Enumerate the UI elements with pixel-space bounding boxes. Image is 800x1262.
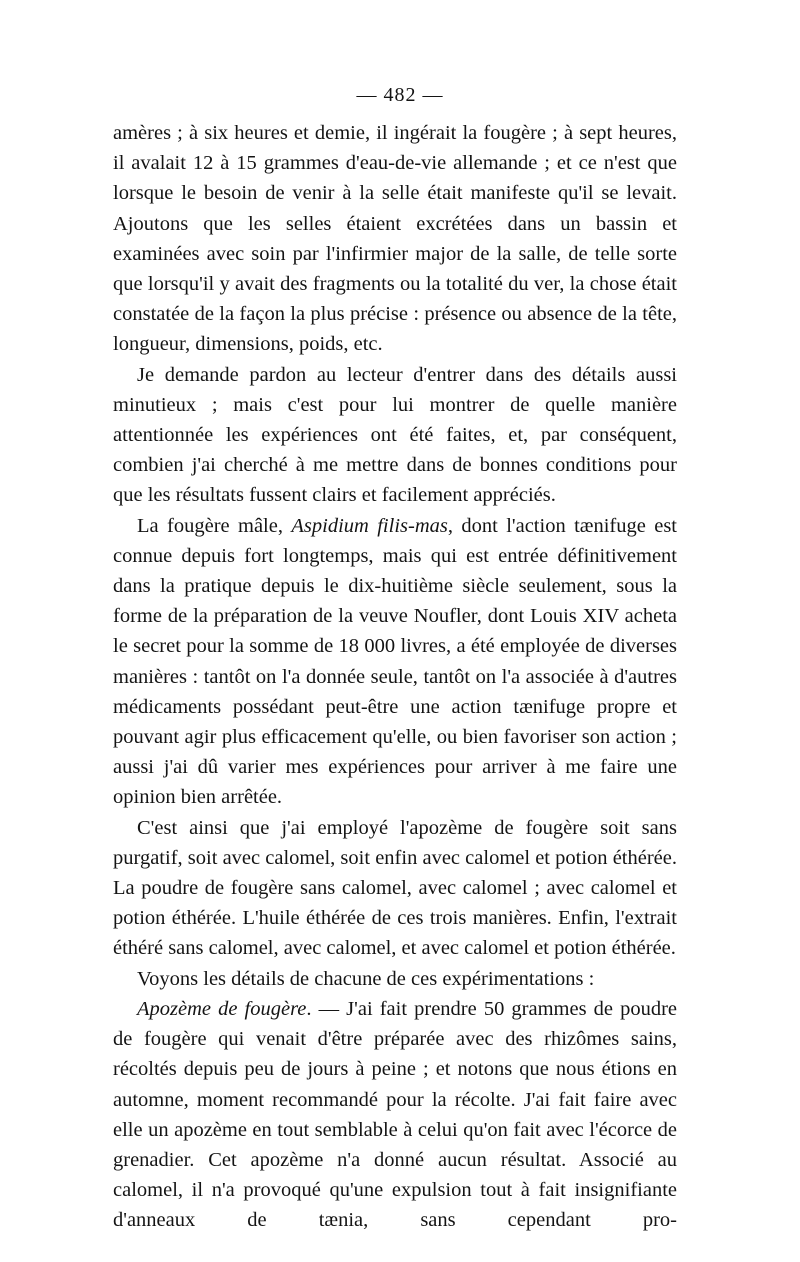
text-run: Je demande pardon au lecteur d'entrer dans des détails aussi minutieux ; mais c'est pour lui montrer de quelle manière attentionnée les expériences ont été faites, et, par conséquent, combien j'ai cherché à me mettre dans de bonnes conditions pour que les résultats fussent clairs et facilement appréciés. xyxy=(113,363,677,507)
text-run: Voyons les détails de chacune de ces expérimentations : xyxy=(137,967,595,990)
page-number: — 482 — xyxy=(356,84,444,106)
body-text xyxy=(113,118,677,1236)
paragraph xyxy=(113,994,677,1236)
paragraph xyxy=(113,813,677,964)
italic-text: Aspidium filis-mas xyxy=(291,514,448,537)
text-run: , dont l'action tænifuge est connue depuis fort longtemps, mais qui est entrée définitivement dans la pratique depuis le dix-huitième siècle seulement, sous la forme de la préparation de la veuve Noufler, dont Louis XIV acheta le secret pour la somme de 18 000 livres, a été employée de diverses manières : tantôt on l'a donnée seule, tantôt on l'a associée à d'autres médicaments possédant peut-être une action tænifuge propre et pouvant agir plus efficacement qu'elle, ou bien favoriser son action ; aussi j'ai dû varier mes expériences pour arriver à me faire une opinion bien arrêtée. xyxy=(113,514,678,809)
text-run: amères ; à six heures et demie, il ingérait la fougère ; à sept heures, il avalait 12 à 15 grammes d'eau-de-vie allemande ; et ce n'est que lorsque le besoin de venir à la selle était manifeste qu'il se levait. Ajoutons que les selles étaient excrétées dans un bassin et examinées avec soin par l'infirmier major de la salle, de telle sorte que lorsqu'il y avait des fragments ou la totalité du ver, la chose était constatée de la façon la plus précise : présence ou absence de la tête, longueur, dimensions, poids, etc. xyxy=(113,122,677,356)
text-run: La fougère mâle, xyxy=(137,514,292,537)
italic-text: Apozème de fougère xyxy=(137,997,307,1020)
paragraph xyxy=(113,360,677,511)
paragraph xyxy=(113,511,677,813)
text-run: C'est ainsi que j'ai employé l'apozème de fougère soit sans purgatif, soit avec calomel, soit enfin avec calomel et potion éthérée. La poudre de fougère sans calomel, avec calomel ; avec calomel et potion éthérée. L'huile éthérée de ces trois manières. Enfin, l'extrait éthéré sans calomel, avec calomel, et avec calomel et potion éthérée. xyxy=(113,816,677,960)
text-run: . — J'ai fait prendre 50 grammes de poudre de fougère qui venait d'être préparée avec des rhizômes sains, récoltés depuis peu de jours à peine ; et notons que nous étions en automne, moment recommandé pour la récolte. J'ai fait faire avec elle un apozème en tout semblable à celui qu'on fait avec l'écorce de grenadier. Cet apozème n'a donné aucun résultat. Associé au calomel, il n'a provoqué qu'une expulsion tout à fait insignifiante d'anneaux de tænia, sans cependant pro- xyxy=(113,997,677,1232)
paragraph xyxy=(113,964,677,994)
paragraph xyxy=(113,118,677,360)
